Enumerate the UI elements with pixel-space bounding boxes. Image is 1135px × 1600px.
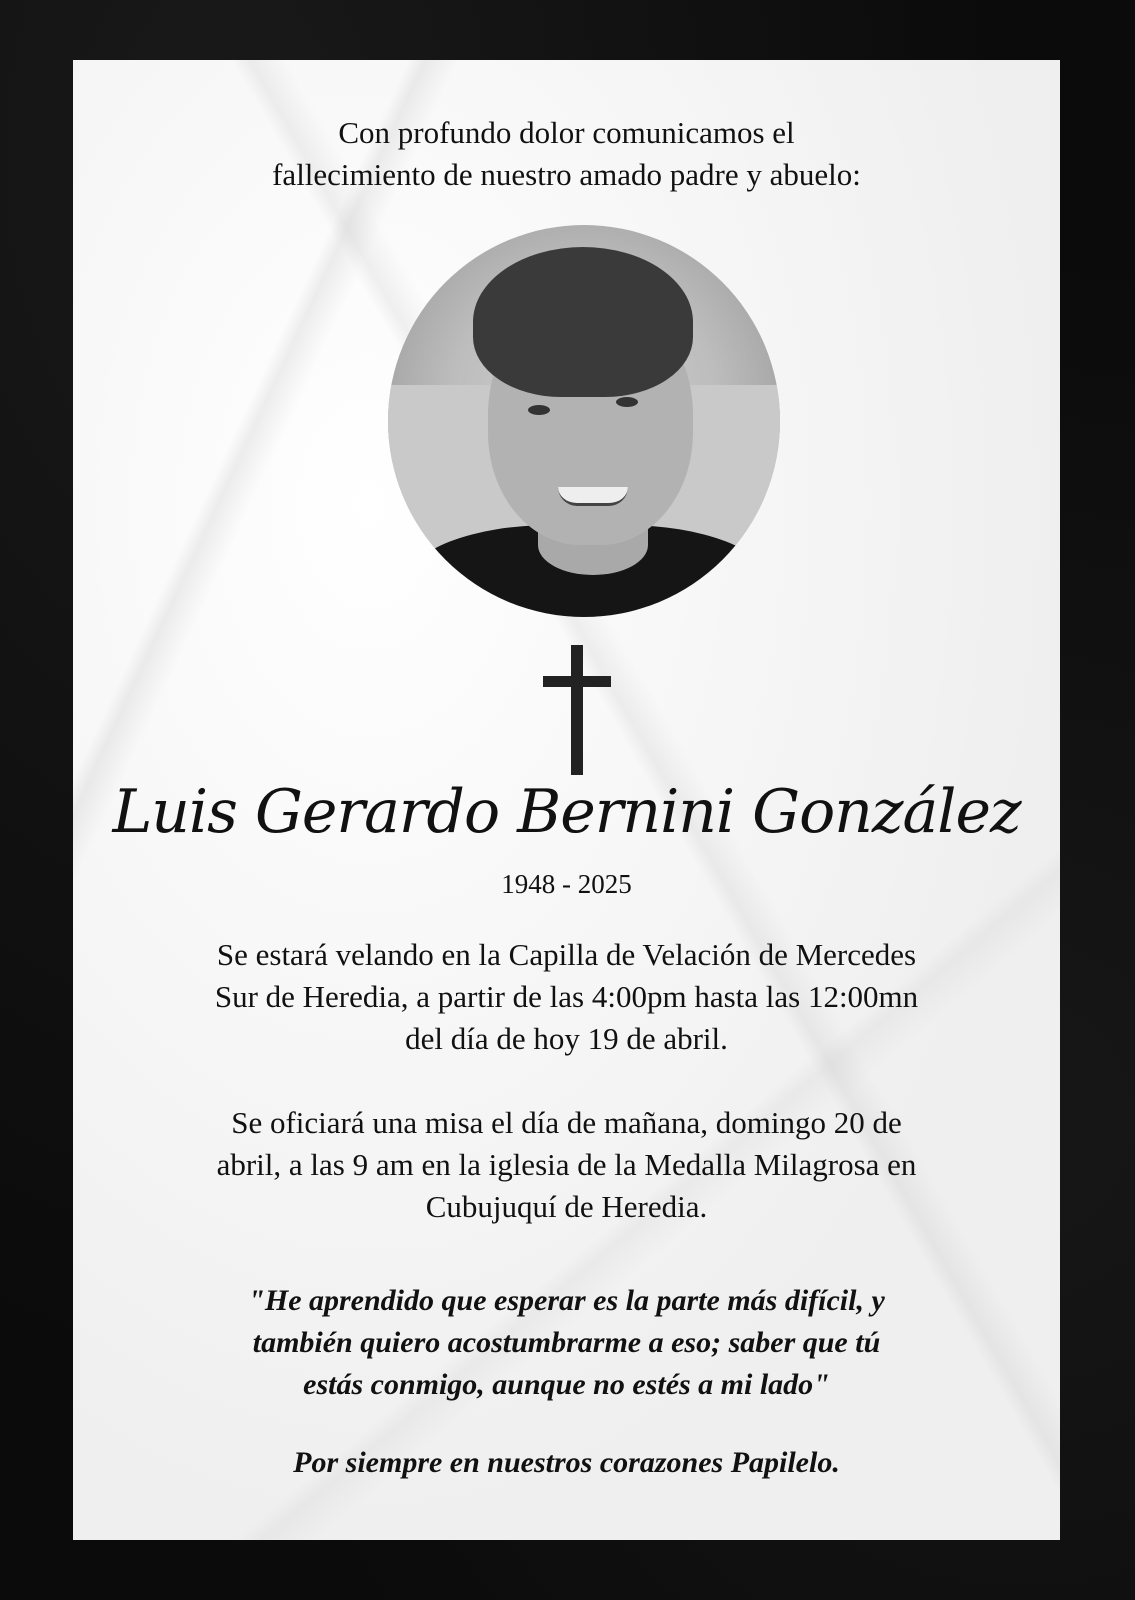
quote-line-1: "He aprendido que esperar es la parte más difícil, y xyxy=(248,1284,885,1317)
mass-details xyxy=(93,1102,1040,1228)
quote-line-2: también quiero acostumbrarme a eso; saber que tú xyxy=(252,1326,881,1359)
wake-line-1: Se estará velando en la Capilla de Velación de Mercedes xyxy=(216,937,917,972)
portrait-photo xyxy=(388,225,780,617)
obituary-card xyxy=(73,60,1060,1540)
wake-line-3: del día de hoy 19 de abril. xyxy=(405,1021,728,1056)
quote-line-3: estás conmigo, aunque no estés a mi lado" xyxy=(303,1368,830,1401)
intro-line-1: Con profundo dolor comunicamos el xyxy=(338,115,795,150)
intro-line-2: fallecimiento de nuestro amado padre y abuelo: xyxy=(272,157,861,192)
wake-details xyxy=(93,934,1040,1060)
memorial-quote xyxy=(113,1280,1020,1406)
intro-text xyxy=(73,112,1060,196)
deceased-name: Luis Gerardo Bernini González xyxy=(112,777,1021,847)
mass-line-3: Cubujuquí de Heredia. xyxy=(425,1189,708,1224)
mass-line-1: Se oficiará una misa el día de mañana, domingo 20 de xyxy=(231,1105,902,1140)
cross-icon xyxy=(543,645,611,775)
closing-dedication: Por siempre en nuestros corazones Papilelo. xyxy=(293,1446,840,1479)
life-years: 1948 - 2025 xyxy=(501,869,632,899)
mass-line-2: abril, a las 9 am en la iglesia de la Medalla Milagrosa en xyxy=(216,1147,917,1182)
wake-line-2: Sur de Heredia, a partir de las 4:00pm hasta las 12:00mn xyxy=(214,979,919,1014)
